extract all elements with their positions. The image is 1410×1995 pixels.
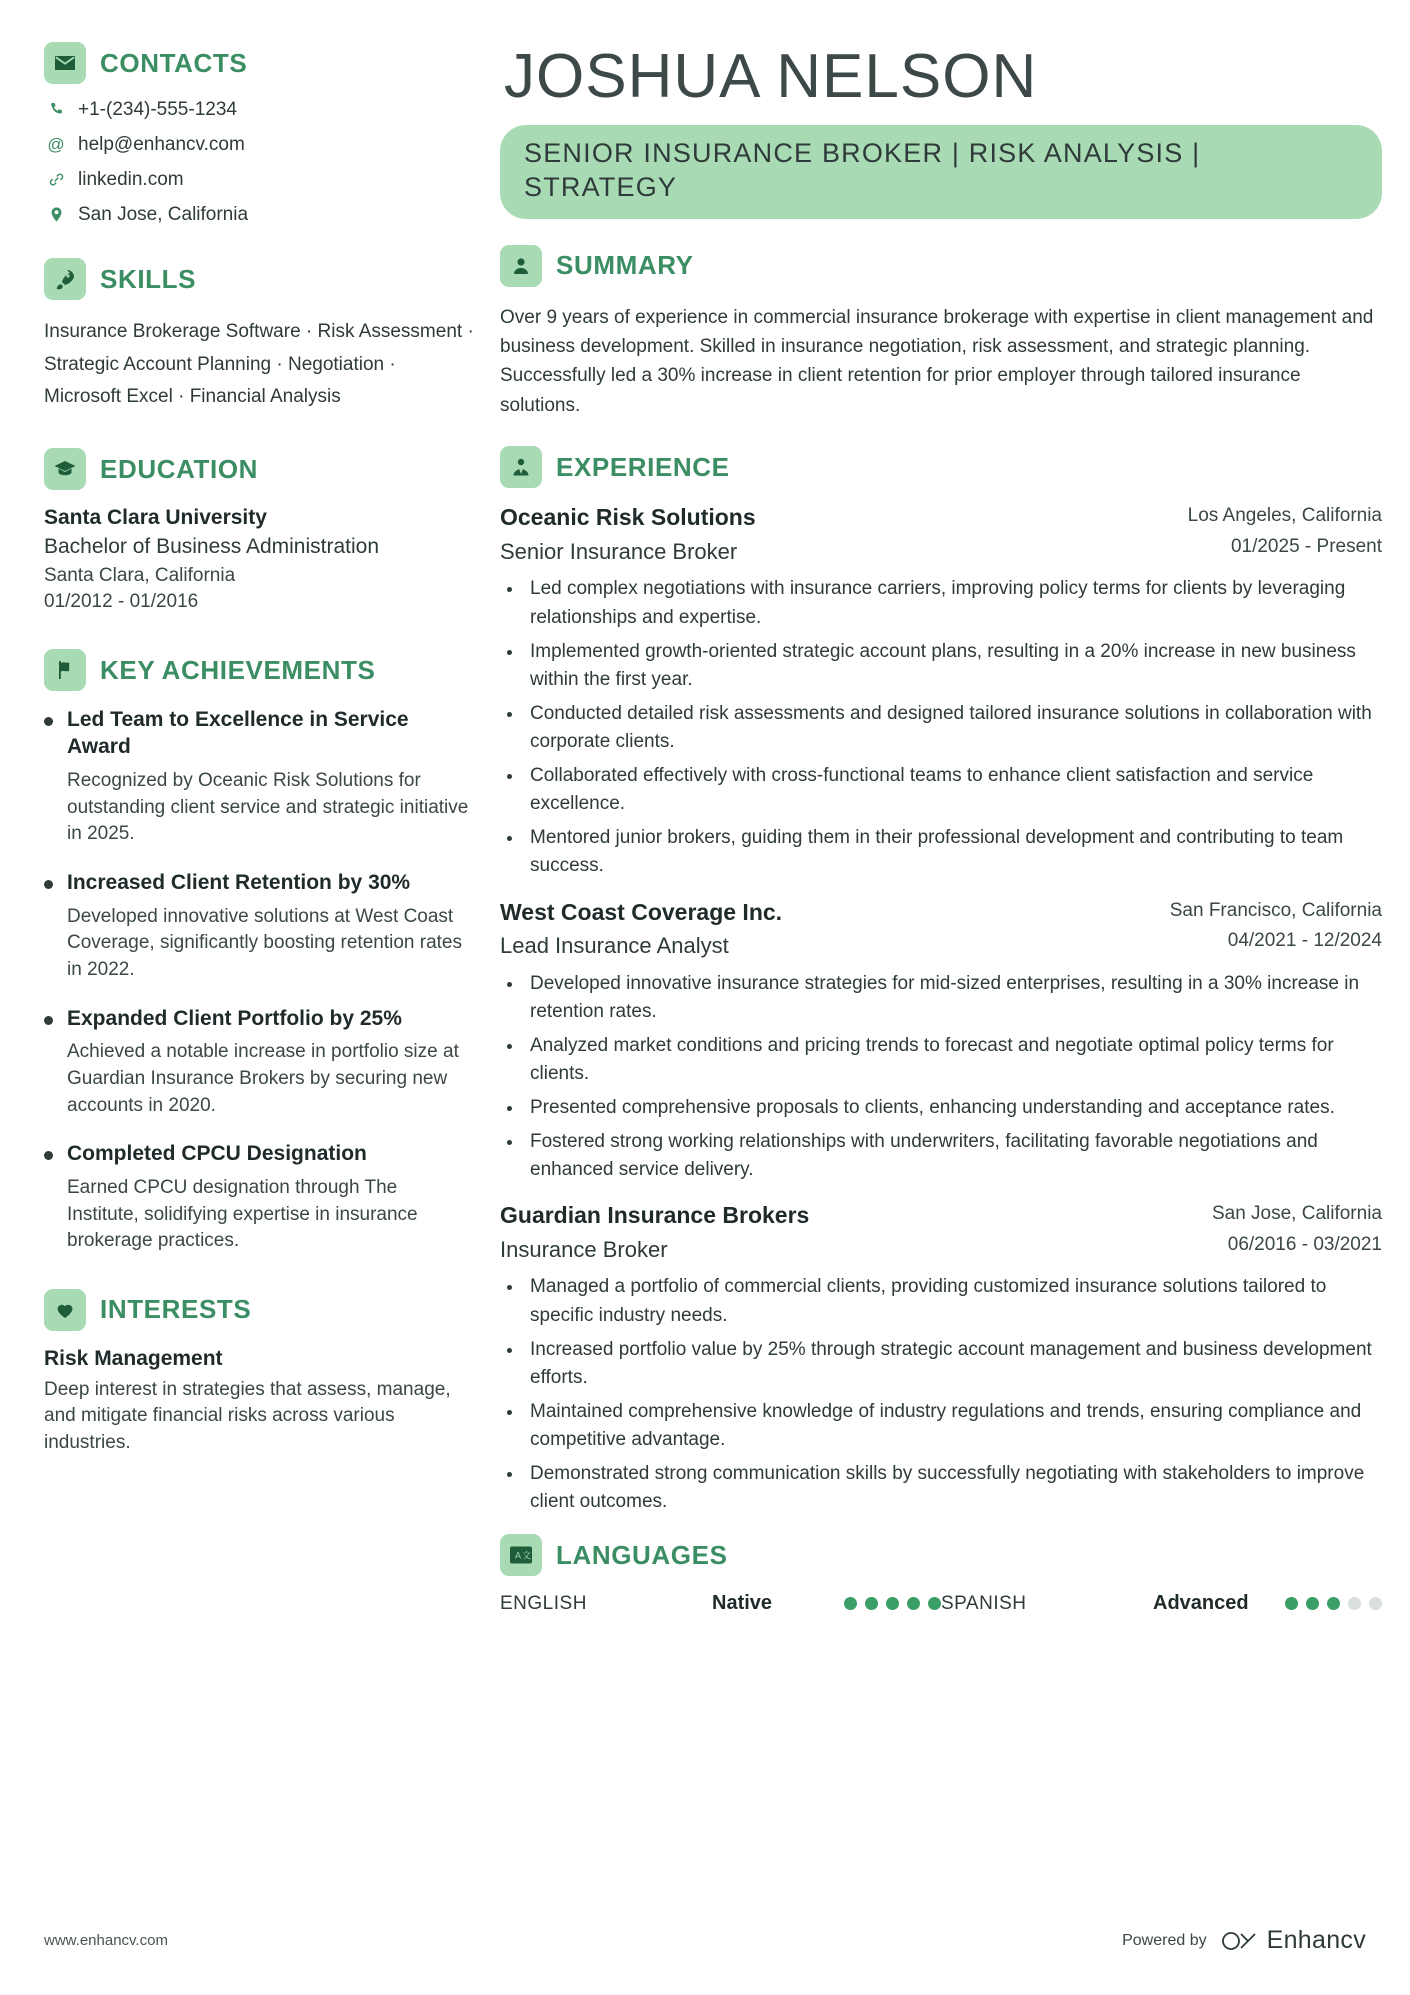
contacts-section xyxy=(44,42,474,224)
job-location: San Francisco, California xyxy=(1169,899,1382,921)
language-item-english xyxy=(500,1592,941,1615)
job-duty: • Maintained comprehensive knowledge of industry regulations and trends, ensuring compliance and competitive advantage. xyxy=(524,1398,1382,1454)
job-company: Oceanic Risk Solutions xyxy=(500,504,756,531)
contact-location[interactable] xyxy=(46,205,474,224)
job-duty: • Led complex negotiations with insurance carriers, improving policy terms for clients by leveraging relationships and expertise. xyxy=(524,575,1382,631)
graduation-cap-icon xyxy=(44,448,86,490)
skills-heading xyxy=(44,258,474,300)
job-duty: • Fostered strong working relationships with underwriters, facilitating favorable negotiations and enhanced service delivery. xyxy=(524,1128,1382,1184)
main-content xyxy=(500,34,1382,1615)
contact-location-value: San Jose, California xyxy=(78,204,249,225)
svg-text:A: A xyxy=(515,1550,522,1561)
experience-section xyxy=(500,446,1382,1516)
education-dates: 01/2012 - 01/2016 xyxy=(44,591,199,613)
bullet-icon xyxy=(44,717,53,726)
bullet-icon xyxy=(44,1016,53,1025)
contacts-title: CONTACTS xyxy=(100,47,248,78)
job-duty: • Presented comprehensive proposals to clients, enhancing understanding and acceptance rates. xyxy=(524,1094,1382,1122)
job-duty: • Mentored junior brokers, guiding them in their professional development and contributing to team success. xyxy=(524,824,1382,880)
enhancv-mark-icon xyxy=(1219,1928,1259,1954)
job-duty: • Implemented growth-oriented strategic account plans, resulting in a 20% increase in new business within the first year. xyxy=(524,638,1382,694)
summary-text: Over 9 years of experience in commercial insurance brokerage with expertise in client management and business development. Skilled in insurance negotiation, risk assessment, and strategic planning. Successfully led a 30% increase in client retention for prior employer through tailored insurance solutions. xyxy=(500,306,1374,416)
achievement-desc: Achieved a notable increase in portfolio size at Guardian Insurance Brokers by securing new accounts in 2020. xyxy=(67,1041,459,1116)
job-duties xyxy=(524,575,1382,880)
interest-item xyxy=(44,1347,474,1457)
powered-by-label: Powered by xyxy=(1122,1931,1207,1949)
achievement-title: Increased Client Retention by 30% xyxy=(67,870,411,894)
flag-icon xyxy=(44,649,86,691)
envelope-icon xyxy=(44,42,86,84)
interest-desc: Deep interest in strategies that assess, manage, and mitigate financial risks across various industries. xyxy=(44,1378,451,1454)
achievement-item xyxy=(44,1141,474,1255)
headline-badge: SENIOR INSURANCE BROKER | RISK ANALYSIS | STRATEGY xyxy=(500,125,1382,219)
job-duties xyxy=(524,1273,1382,1516)
summary-heading xyxy=(500,245,1382,287)
person-icon xyxy=(500,245,542,287)
resume-columns xyxy=(44,34,1382,1615)
job-role: Insurance Broker xyxy=(500,1236,668,1262)
interests-section xyxy=(44,1289,474,1457)
job-location: San Jose, California xyxy=(1211,1203,1382,1225)
achievements-title: KEY ACHIEVEMENTS xyxy=(100,654,376,685)
experience-item xyxy=(500,504,1382,880)
achievement-title: Expanded Client Portfolio by 25% xyxy=(67,1006,402,1030)
sidebar xyxy=(44,34,474,1491)
user-tie-icon xyxy=(500,446,542,488)
job-company: West Coast Coverage Inc. xyxy=(500,898,783,925)
enhancv-wordmark: Enhancv xyxy=(1266,1926,1366,1954)
achievement-title: Completed CPCU Designation xyxy=(67,1142,367,1166)
achievement-desc: Recognized by Oceanic Risk Solutions for outstanding client service and strategic initiative in 2025. xyxy=(67,770,469,845)
job-duty: • Conducted detailed risk assessments and designed tailored insurance solutions in collaboration with corporate clients. xyxy=(524,700,1382,756)
experience-heading xyxy=(500,446,1382,488)
contact-email[interactable] xyxy=(46,135,474,154)
language-name: ENGLISH xyxy=(500,1592,587,1614)
languages-title: LANGUAGES xyxy=(556,1539,728,1570)
job-duty: • Managed a portfolio of commercial clients, providing customized insurance solutions tailored to specific industry needs. xyxy=(524,1273,1382,1329)
job-duties xyxy=(524,970,1382,1185)
achievement-desc: Developed innovative solutions at West Coast Coverage, significantly boosting retention rates in 2022. xyxy=(67,905,463,980)
job-dates: 04/2021 - 12/2024 xyxy=(1227,929,1382,951)
education-title: EDUCATION xyxy=(100,453,259,484)
skills-title: SKILLS xyxy=(100,263,197,294)
translate-icon xyxy=(500,1534,542,1576)
job-dates: 01/2025 - Present xyxy=(1230,535,1382,557)
heart-icon xyxy=(44,1289,86,1331)
education-school: Santa Clara University xyxy=(44,506,267,530)
bullet-icon xyxy=(44,1151,53,1160)
at-icon: @ xyxy=(47,135,65,154)
languages-list xyxy=(500,1592,1382,1615)
language-rating xyxy=(844,1597,941,1610)
contacts-list xyxy=(46,100,474,224)
achievement-item xyxy=(44,1006,474,1120)
experience-item xyxy=(500,899,1382,1185)
achievement-item xyxy=(44,870,474,984)
rocket-icon xyxy=(44,258,86,300)
summary-section xyxy=(500,245,1382,421)
phone-icon xyxy=(46,101,66,118)
svg-text:文: 文 xyxy=(522,1550,532,1561)
language-name: SPANISH xyxy=(941,1592,1027,1614)
powered-by xyxy=(1122,1926,1366,1955)
achievement-desc: Earned CPCU designation through The Institute, solidifying expertise in insurance brokerage practices. xyxy=(67,1177,418,1252)
enhancv-logo xyxy=(1219,1926,1366,1955)
language-item-spanish xyxy=(941,1592,1382,1615)
job-role: Lead Insurance Analyst xyxy=(500,933,729,959)
experience-item xyxy=(500,1202,1382,1516)
footer-url[interactable]: www.enhancv.com xyxy=(44,1932,168,1949)
achievements-list xyxy=(44,707,474,1255)
achievements-heading xyxy=(44,649,474,691)
job-duty: • Analyzed market conditions and pricing trends to forecast and negotiate optimal policy terms for clients. xyxy=(524,1032,1382,1088)
job-duty: • Increased portfolio value by 25% through strategic account management and business development efforts. xyxy=(524,1336,1382,1392)
contacts-heading xyxy=(44,42,474,84)
bullet-icon xyxy=(44,880,53,889)
education-location: Santa Clara, California xyxy=(44,564,236,586)
job-company: Guardian Insurance Brokers xyxy=(500,1202,810,1229)
skills-list: Insurance Brokerage Software · Risk Assessment · Strategic Account Planning · Negotiation · Microsoft Excel · Financial Analysis xyxy=(44,321,474,408)
achievements-section xyxy=(44,649,474,1255)
job-duty: • Developed innovative insurance strategies for mid-sized enterprises, resulting in a 30% increase in retention rates. xyxy=(524,970,1382,1026)
skills-section xyxy=(44,258,474,414)
contact-phone[interactable] xyxy=(46,100,474,119)
experience-title: EXPERIENCE xyxy=(556,451,730,482)
education-heading xyxy=(44,448,474,490)
page-footer xyxy=(44,1926,1366,1955)
languages-heading xyxy=(500,1534,1382,1576)
summary-title: SUMMARY xyxy=(556,250,694,281)
page-title: JOSHUA NELSON xyxy=(504,42,1038,111)
job-duty: • Collaborated effectively with cross-functional teams to enhance client satisfaction and service excellence. xyxy=(524,762,1382,818)
achievement-item xyxy=(44,707,474,848)
job-duty: • Demonstrated strong communication skills by successfully negotiating with stakeholders to improve client outcomes. xyxy=(524,1460,1382,1516)
education-entry xyxy=(44,506,474,615)
language-level: Native xyxy=(712,1592,773,1615)
achievement-title: Led Team to Excellence in Service Award xyxy=(67,708,409,759)
interests-heading xyxy=(44,1289,474,1331)
interest-title: Risk Management xyxy=(44,1346,223,1370)
location-icon xyxy=(46,206,66,223)
link-icon xyxy=(46,171,66,188)
contact-linkedin[interactable] xyxy=(46,170,474,189)
job-role: Senior Insurance Broker xyxy=(500,538,738,564)
interests-title: INTERESTS xyxy=(100,1294,252,1325)
language-rating xyxy=(1285,1597,1382,1610)
contact-phone-value: +1-(234)-555-1234 xyxy=(78,99,237,120)
contact-linkedin-value: linkedin.com xyxy=(78,169,184,190)
education-degree: Bachelor of Business Administration xyxy=(44,535,380,559)
languages-section xyxy=(500,1534,1382,1615)
education-section xyxy=(44,448,474,615)
job-location: Los Angeles, California xyxy=(1187,505,1382,527)
contact-email-value: help@enhancv.com xyxy=(78,134,245,155)
job-dates: 06/2016 - 03/2021 xyxy=(1227,1233,1382,1255)
language-level: Advanced xyxy=(1153,1592,1249,1615)
